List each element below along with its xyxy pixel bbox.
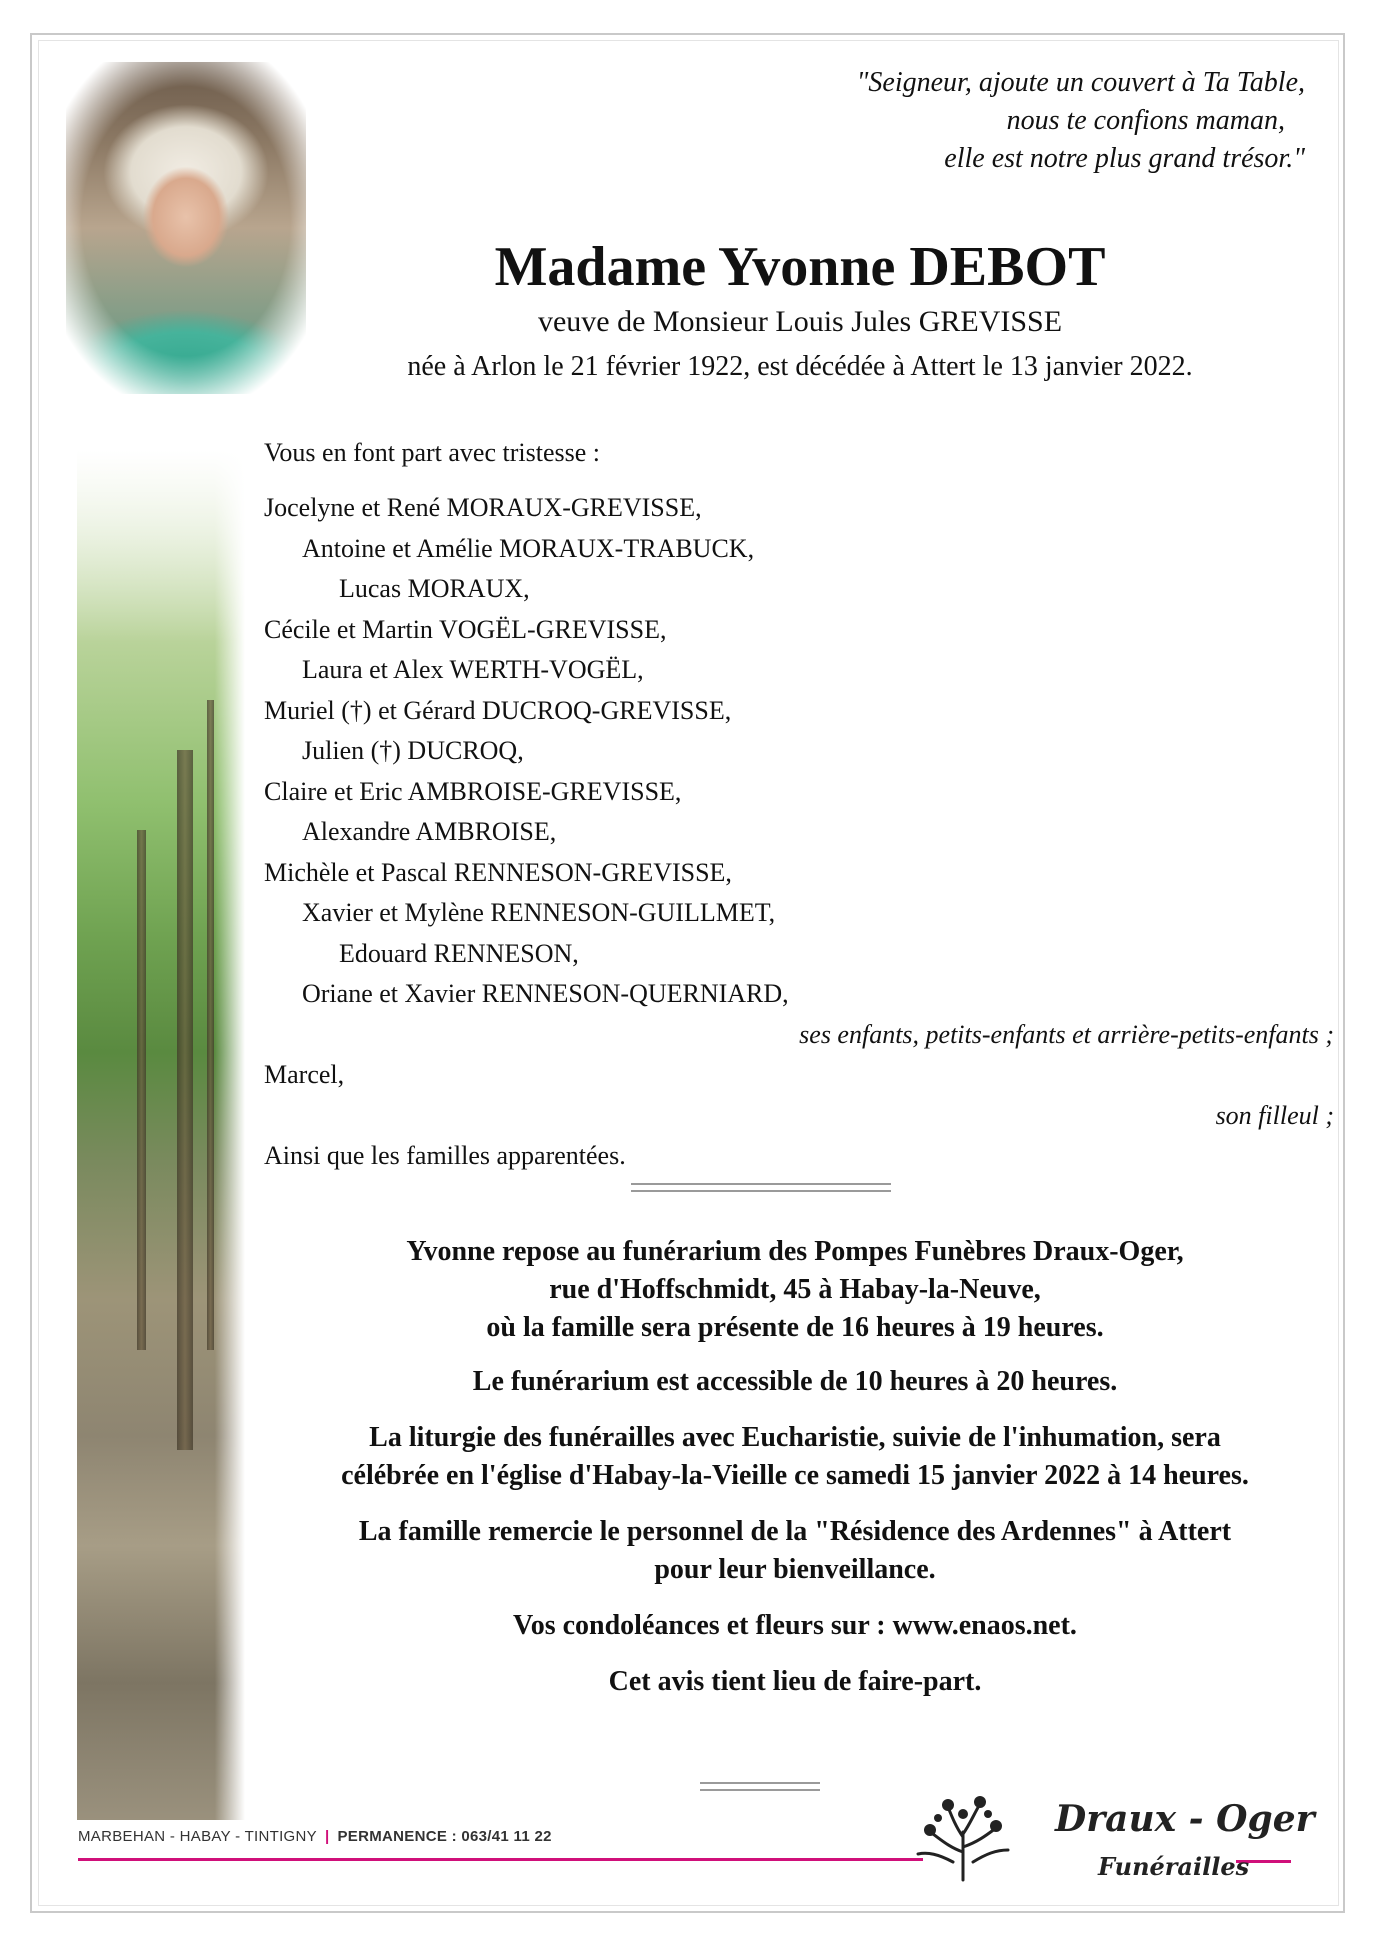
quote-line: nous te confions maman, (1006, 105, 1285, 136)
info-line: célébrée en l'église d'Habay-la-Vieille ce samedi 15 janvier 2022 à 14 heures. (341, 1460, 1249, 1491)
quote-line: elle est notre plus grand trésor." (944, 143, 1305, 174)
family-line: Edouard RENNESON, (339, 938, 579, 968)
info-paragraph (250, 1663, 1340, 1701)
info-paragraph (250, 1363, 1340, 1401)
brand-name: Draux - Oger (1055, 1798, 1315, 1840)
family-line: Antoine et Amélie MORAUX-TRABUCK, (302, 533, 755, 563)
forest-path-image (77, 450, 245, 1820)
info-paragraph (250, 1419, 1340, 1495)
footer-separator: | (324, 1828, 330, 1845)
footer-pink-rule-left (78, 1858, 923, 1861)
family-line: Ainsi que les familles apparentées. (264, 1141, 626, 1170)
info-line: Le funérarium est accessible de 10 heures à 20 heures. (472, 1366, 1118, 1397)
tree-logo-icon (908, 1792, 1018, 1882)
info-line: pour leur bienveillance. (654, 1554, 936, 1585)
info-paragraph (250, 1513, 1340, 1589)
family-line: Laura et Alex WERTH-VOGËL, (302, 655, 644, 684)
family-line: Alexandre AMBROISE, (302, 817, 557, 846)
family-line: son filleul ; (1215, 1100, 1334, 1130)
quote-line: "Seigneur, ajoute un couvert à Ta Table, (856, 67, 1305, 98)
brand-subtitle: Funérailles (1098, 1852, 1250, 1881)
widow-of-line: veuve de Monsieur Louis Jules GREVISSE (537, 305, 1063, 338)
opening-quote (857, 64, 1305, 178)
info-line: Vos condoléances et fleurs sur : www.enaos.net. (513, 1610, 1077, 1641)
info-line: Cet avis tient lieu de faire-part. (608, 1666, 982, 1697)
family-line: Julien (†) DUCROQ, (302, 736, 524, 765)
family-line: ses enfants, petits-enfants et arrière-petits-enfants ; (799, 1019, 1334, 1049)
birth-death-line: née à Arlon le 21 février 1922, est décédée à Attert le 13 janvier 2022. (407, 351, 1193, 382)
funeral-info (250, 1233, 1340, 1701)
family-line: Jocelyne et René MORAUX-GREVISSE, (264, 493, 702, 522)
portrait-photo (66, 62, 306, 394)
deceased-name: Madame Yvonne DEBOT (494, 236, 1106, 298)
intro-line: Vous en font part avec tristesse : (264, 438, 600, 467)
info-line: La liturgie des funérailles avec Eucharistie, suivie de l'inhumation, sera (369, 1422, 1221, 1453)
footer-permanence: PERMANENCE : 063/41 11 22 (337, 1828, 552, 1845)
family-line: Michèle et Pascal RENNESON-GREVISSE, (264, 857, 732, 887)
info-line: rue d'Hoffschmidt, 45 à Habay-la-Neuve, (549, 1274, 1041, 1305)
family-line: Cécile et Martin VOGËL-GREVISSE, (264, 614, 667, 644)
info-line: La famille remercie le personnel de la "Résidence des Ardennes" à Attert (358, 1516, 1232, 1547)
divider-bottom (700, 1782, 820, 1791)
footer-locations: MARBEHAN - HABAY - TINTIGNY (78, 1828, 317, 1845)
family-line: Marcel, (264, 1060, 345, 1089)
footer-contact (78, 1828, 552, 1845)
family-line: Muriel (†) et Gérard DUCROQ-GREVISSE, (264, 695, 732, 725)
info-line: où la famille sera présente de 16 heures à 19 heures. (486, 1312, 1104, 1343)
family-line: Lucas MORAUX, (339, 574, 530, 603)
info-paragraph (250, 1607, 1340, 1645)
family-list (264, 488, 1334, 1177)
family-line: Oriane et Xavier RENNESON-QUERNIARD, (302, 979, 789, 1008)
divider-top (631, 1183, 891, 1192)
info-paragraph (250, 1233, 1340, 1347)
family-line: Xavier et Mylène RENNESON-GUILLMET, (302, 898, 776, 927)
info-line: Yvonne repose au funérarium des Pompes Funèbres Draux-Oger, (406, 1236, 1184, 1267)
family-line: Claire et Eric AMBROISE-GREVISSE, (264, 776, 682, 806)
